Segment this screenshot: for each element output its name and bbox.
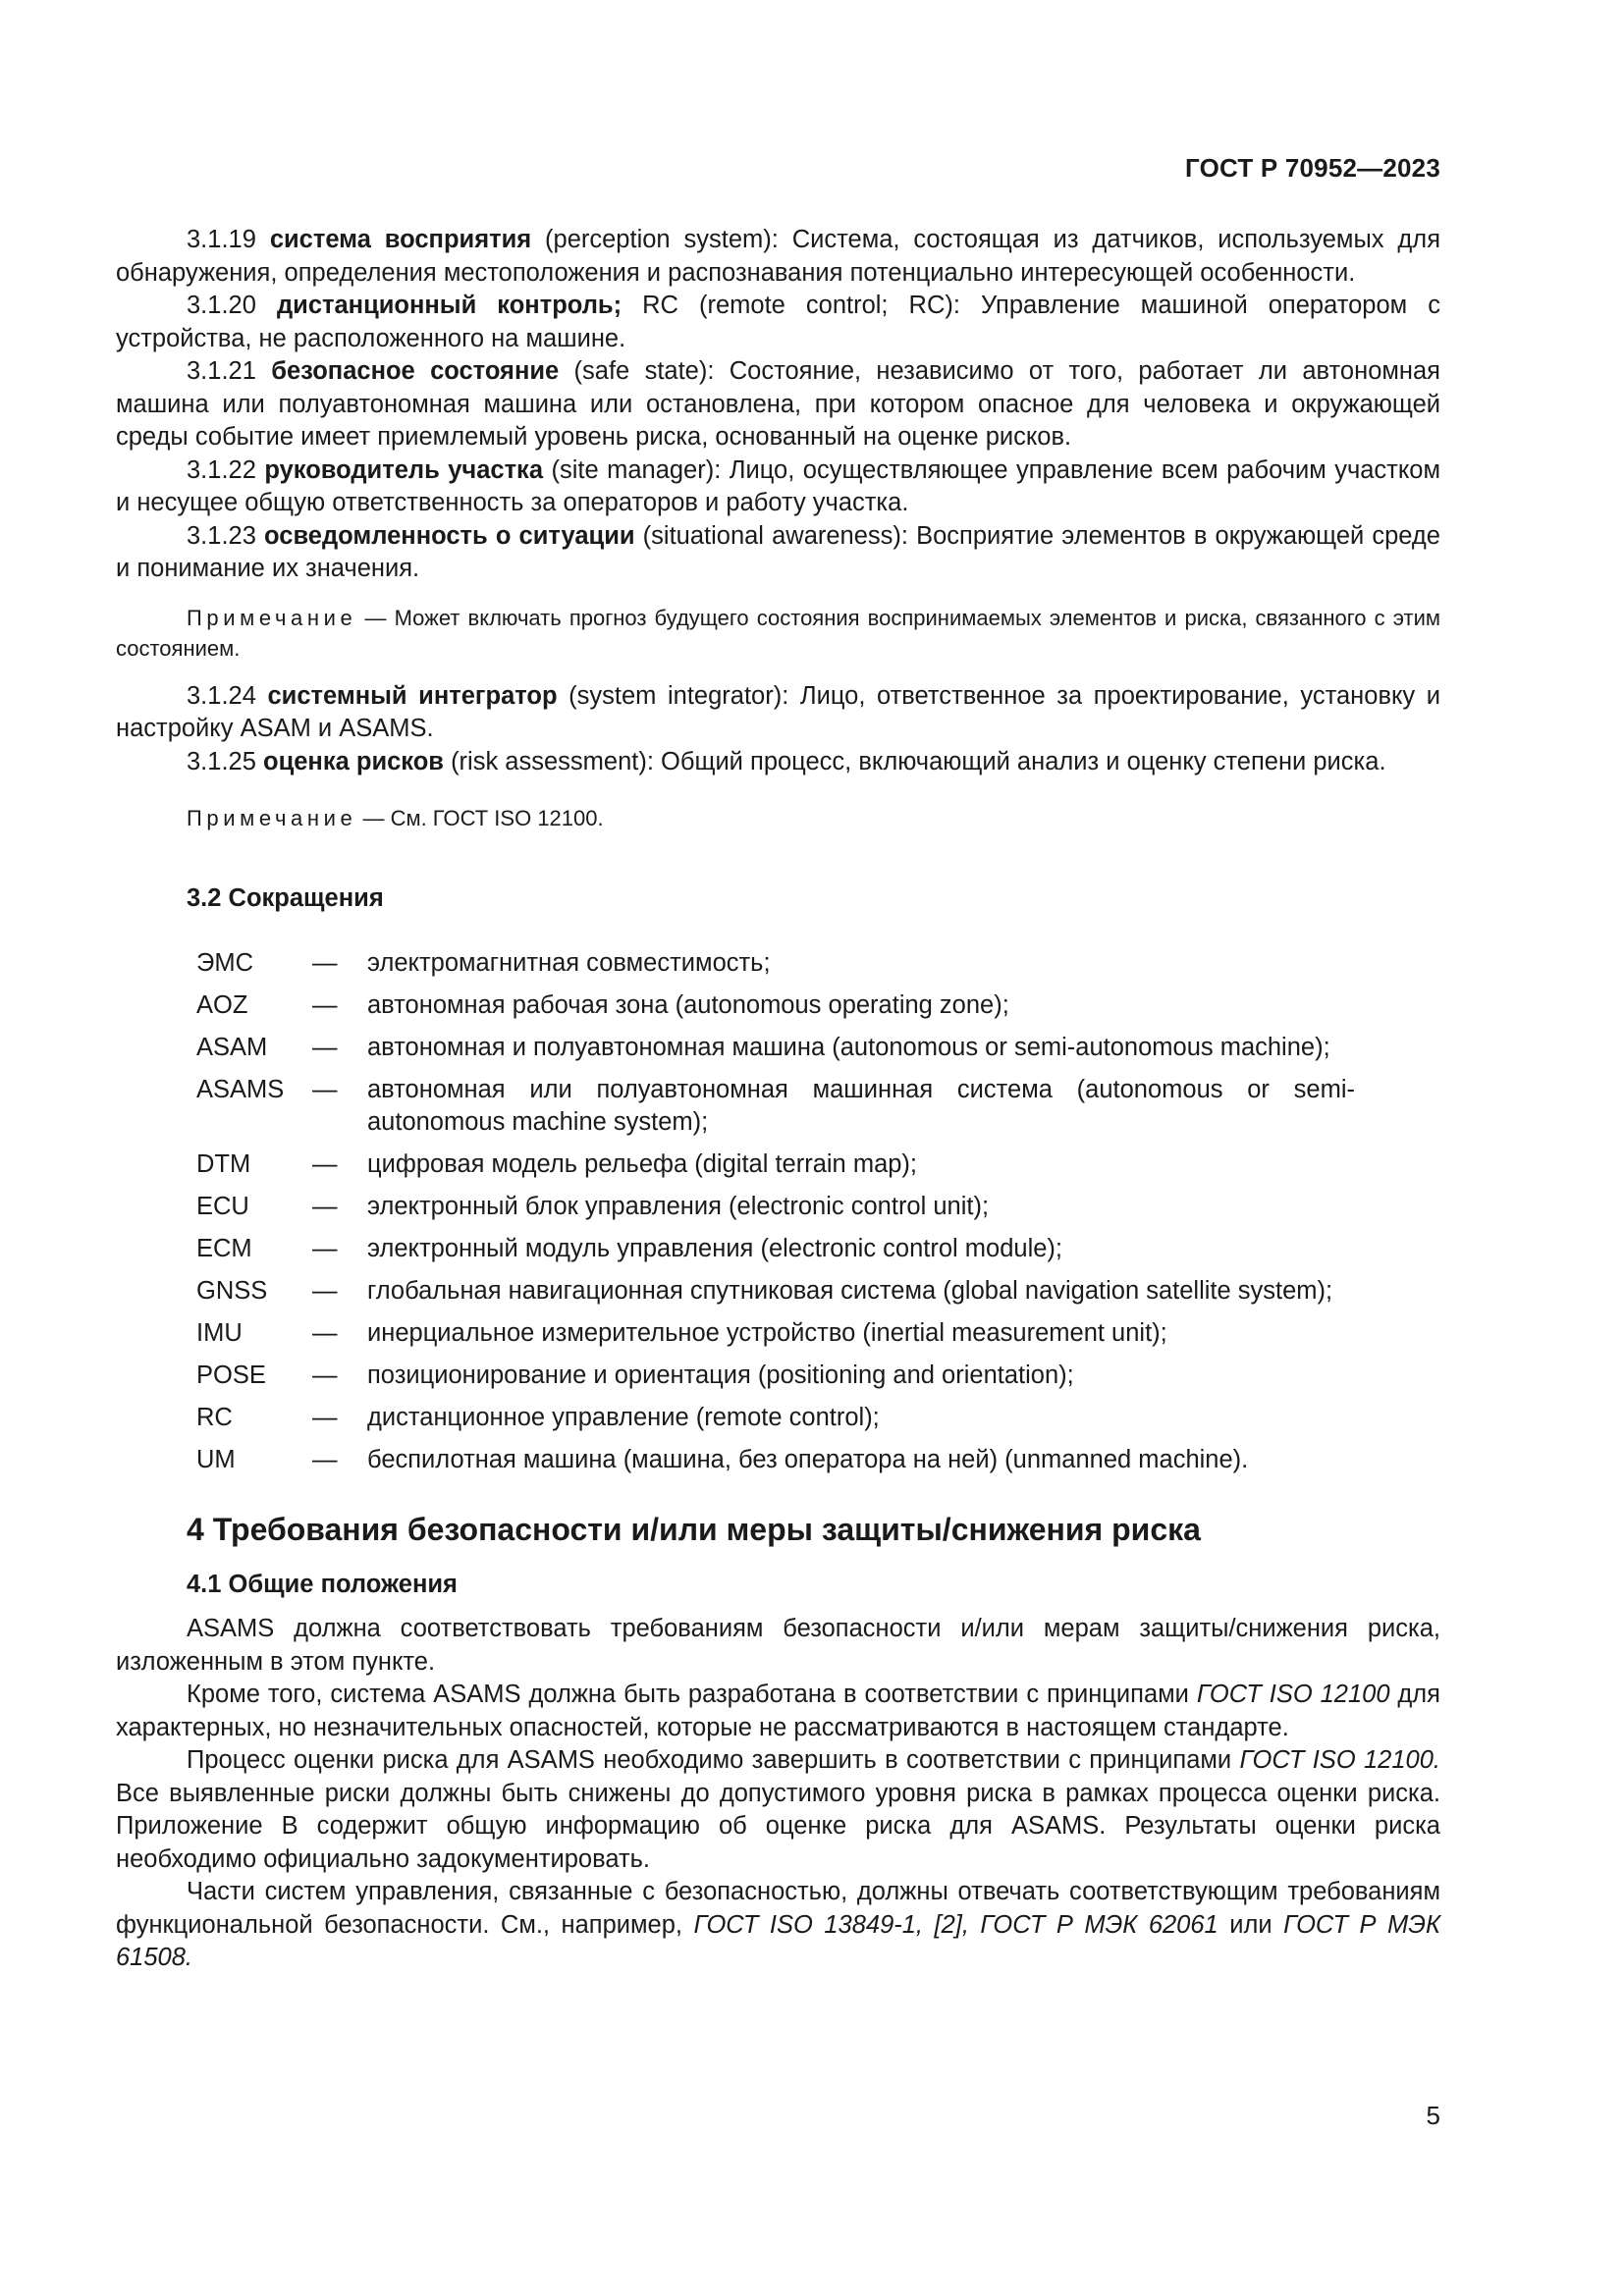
abbreviation-code: ASAMS xyxy=(196,1075,285,1103)
abbreviation-row xyxy=(196,1032,1355,1065)
term-name: осведомленность о ситуации xyxy=(264,521,635,550)
term-definition: (perception system): Система, состоящая из датчиков, используемых для обнаружения, определения местоположения и распознавания потенциально интересующей особенности. xyxy=(116,226,1440,287)
dash-separator: — xyxy=(312,1446,338,1473)
note-text: — Может включать прогноз будущего состояния воспринимаемых элементов и риска, связанного с этим состоянием. xyxy=(116,605,1440,661)
term-number: 3.1.19 xyxy=(187,226,256,253)
term-number: 3.1.24 xyxy=(187,681,256,710)
note-situational-awareness xyxy=(116,603,1440,664)
dash-separator: — xyxy=(312,990,338,1019)
paragraph-text: Части систем управления, связанные с безопасностью, должны отвечать соответствующим требованиям функциональной безопасности. См., например, xyxy=(116,1878,1440,1939)
term-number: 3.1.23 xyxy=(187,521,256,550)
note-label: Примечание xyxy=(187,605,357,630)
page-number: 5 xyxy=(1426,2101,1440,2130)
standard-reference: ГОСТ ISO 12100. xyxy=(1239,1746,1440,1774)
abbreviation-row xyxy=(196,989,1355,1023)
term-number: 3.1.22 xyxy=(187,455,256,484)
abbreviation-definition: глобальная навигационная спутниковая система (global navigation satellite system); xyxy=(367,1277,1333,1305)
dash-separator: — xyxy=(312,1033,338,1061)
abbreviations-list xyxy=(196,947,1355,1477)
note-text: — См. ГОСТ ISO 12100. xyxy=(356,806,604,830)
abbreviation-code: ЭМС xyxy=(196,948,253,977)
abbreviation-definition: дистанционное управление (remote control); xyxy=(367,1404,880,1431)
term-3-1-21 xyxy=(116,355,1440,454)
term-definition: (system integrator): Лицо, ответственное за проектирование, установку и настройку ASAM и ASAMS. xyxy=(116,681,1440,742)
term-number: 3.1.25 xyxy=(187,747,256,775)
paragraph-text: Процесс оценки риска для ASAMS необходимо завершить в соответствии с принципами xyxy=(187,1746,1240,1774)
term-3-1-22 xyxy=(116,454,1440,520)
abbreviation-code: ECM xyxy=(196,1235,252,1262)
standard-reference: ГОСТ Р МЭК 61508. xyxy=(116,1910,1440,1971)
term-3-1-25 xyxy=(116,746,1440,779)
section-3-2-heading: 3.2 Сокращения xyxy=(187,884,384,912)
abbreviation-code: RC xyxy=(196,1404,233,1431)
abbreviation-definition: беспилотная машина (машина, без оператора на ней) (unmanned machine). xyxy=(367,1446,1249,1473)
term-definition: (situational awareness): Восприятие элементов в окружающей среде и понимание их значения. xyxy=(116,521,1440,582)
term-definition: (risk assessment): Общий процесс, включающий анализ и оценку степени риска. xyxy=(443,747,1386,775)
term-definition: (site manager): Лицо, осуществляющее управление всем рабочим участком и несущее общую ответственность за операторов и работу участка. xyxy=(116,455,1440,516)
abbreviation-definition: автономная и полуавтономная машина (autonomous or semi-autonomous machine); xyxy=(367,1033,1330,1061)
abbreviation-row xyxy=(196,1275,1355,1308)
term-name: безопасное состояние xyxy=(271,357,560,385)
section-4-1-paragraph-4 xyxy=(116,1876,1440,1975)
dash-separator: — xyxy=(312,948,338,977)
section-4-1-paragraph-3 xyxy=(116,1744,1440,1876)
term-definition: (safe state): Состояние, независимо от того, работает ли автономная машина или полуавтономная машина или остановлена, при котором опасное для человека и окружающей среды событие имеет приемлемый уровень риска, основанный на оценке рисков. xyxy=(116,357,1440,451)
dash-separator: — xyxy=(312,1319,338,1347)
dash-separator: — xyxy=(312,1235,338,1262)
abbreviation-definition: автономная рабочая зона (autonomous operating zone); xyxy=(367,990,1009,1019)
abbreviation-row xyxy=(196,1444,1355,1477)
abbreviation-code: ASAM xyxy=(196,1033,268,1061)
abbreviation-row xyxy=(196,1233,1355,1266)
section-4-heading: 4 Требования безопасности и/или меры защиты/снижения риска xyxy=(187,1511,1201,1547)
abbreviation-code: AOZ xyxy=(196,990,248,1019)
abbreviation-row xyxy=(196,1148,1355,1182)
term-name: руководитель участка xyxy=(264,455,544,484)
term-3-1-19 xyxy=(116,224,1440,290)
term-3-1-24 xyxy=(116,680,1440,746)
abbreviation-definition: электронный модуль управления (electronic control module); xyxy=(367,1235,1062,1262)
page-content xyxy=(116,224,1440,1975)
term-number: 3.1.20 xyxy=(187,292,256,319)
abbreviation-definition: инерциальное измерительное устройство (inertial measurement unit); xyxy=(367,1319,1167,1347)
abbreviation-definition: электромагнитная совместимость; xyxy=(367,948,771,977)
dash-separator: — xyxy=(312,1277,338,1305)
section-4-1-paragraph-2 xyxy=(116,1679,1440,1744)
term-3-1-20 xyxy=(116,290,1440,355)
abbreviation-code: IMU xyxy=(196,1319,243,1347)
section-4-1-heading: 4.1 Общие положения xyxy=(187,1570,458,1598)
section-4-1-paragraph-1: ASAMS должна соответствовать требованиям безопасности и/или мерам защиты/снижения риска, изложенным в этом пункте. xyxy=(116,1615,1440,1676)
abbreviation-definition: цифровая модель рельефа (digital terrain map); xyxy=(367,1150,918,1178)
dash-separator: — xyxy=(312,1404,338,1431)
abbreviation-definition: электронный блок управления (electronic control unit); xyxy=(367,1193,990,1220)
term-definition: RC (remote control; RC): Управление машиной оператором с устройства, не расположенного на машине. xyxy=(116,292,1440,352)
abbreviation-definition: автономная или полуавтономная машинная система (autonomous or semi-autonomous machine system); xyxy=(367,1075,1355,1136)
paragraph-text: Кроме того, система ASAMS должна быть разработана в соответствии с принципами xyxy=(187,1681,1197,1708)
term-3-1-23 xyxy=(116,520,1440,586)
dash-separator: — xyxy=(312,1362,338,1389)
standard-reference: ГОСТ ISO 13849-1, [2], ГОСТ Р МЭК 62061 xyxy=(693,1910,1218,1939)
abbreviation-row xyxy=(196,947,1355,981)
term-name: оценка рисков xyxy=(263,747,444,775)
dash-separator: — xyxy=(312,1075,338,1103)
term-name: дистанционный контроль; xyxy=(276,292,623,319)
abbreviation-definition: позиционирование и ориентация (positioning and orientation); xyxy=(367,1362,1074,1389)
note-label: Примечание xyxy=(187,806,357,830)
abbreviation-code: UM xyxy=(196,1446,236,1473)
document-id-header: ГОСТ Р 70952—2023 xyxy=(1185,153,1440,183)
abbreviation-code: GNSS xyxy=(196,1277,268,1305)
standard-reference: ГОСТ ISO 12100 xyxy=(1196,1681,1390,1708)
note-risk-assessment xyxy=(116,803,1440,833)
paragraph-text: или xyxy=(1218,1910,1284,1939)
abbreviation-row xyxy=(196,1074,1355,1140)
abbreviation-code: POSE xyxy=(196,1362,266,1389)
paragraph-text: для характерных, но незначительных опасностей, которые не рассматриваются в настоящем стандарте. xyxy=(116,1681,1440,1741)
term-number: 3.1.21 xyxy=(187,357,256,385)
abbreviation-code: ECU xyxy=(196,1193,249,1220)
dash-separator: — xyxy=(312,1193,338,1220)
abbreviation-row xyxy=(196,1402,1355,1435)
abbreviation-row xyxy=(196,1360,1355,1393)
abbreviation-row xyxy=(196,1317,1355,1351)
paragraph-text: Все выявленные риски должны быть снижены до допустимого уровня риска в рамках процесса оценки риска. Приложение В содержит общую информацию об оценке риска для ASAMS. Результаты оценки риска необходимо официально задокументировать. xyxy=(116,1779,1440,1873)
term-name: системный интегратор xyxy=(267,681,558,710)
abbreviation-code: DTM xyxy=(196,1150,251,1178)
dash-separator: — xyxy=(312,1150,338,1178)
abbreviation-row xyxy=(196,1191,1355,1224)
term-name: система восприятия xyxy=(269,226,532,253)
